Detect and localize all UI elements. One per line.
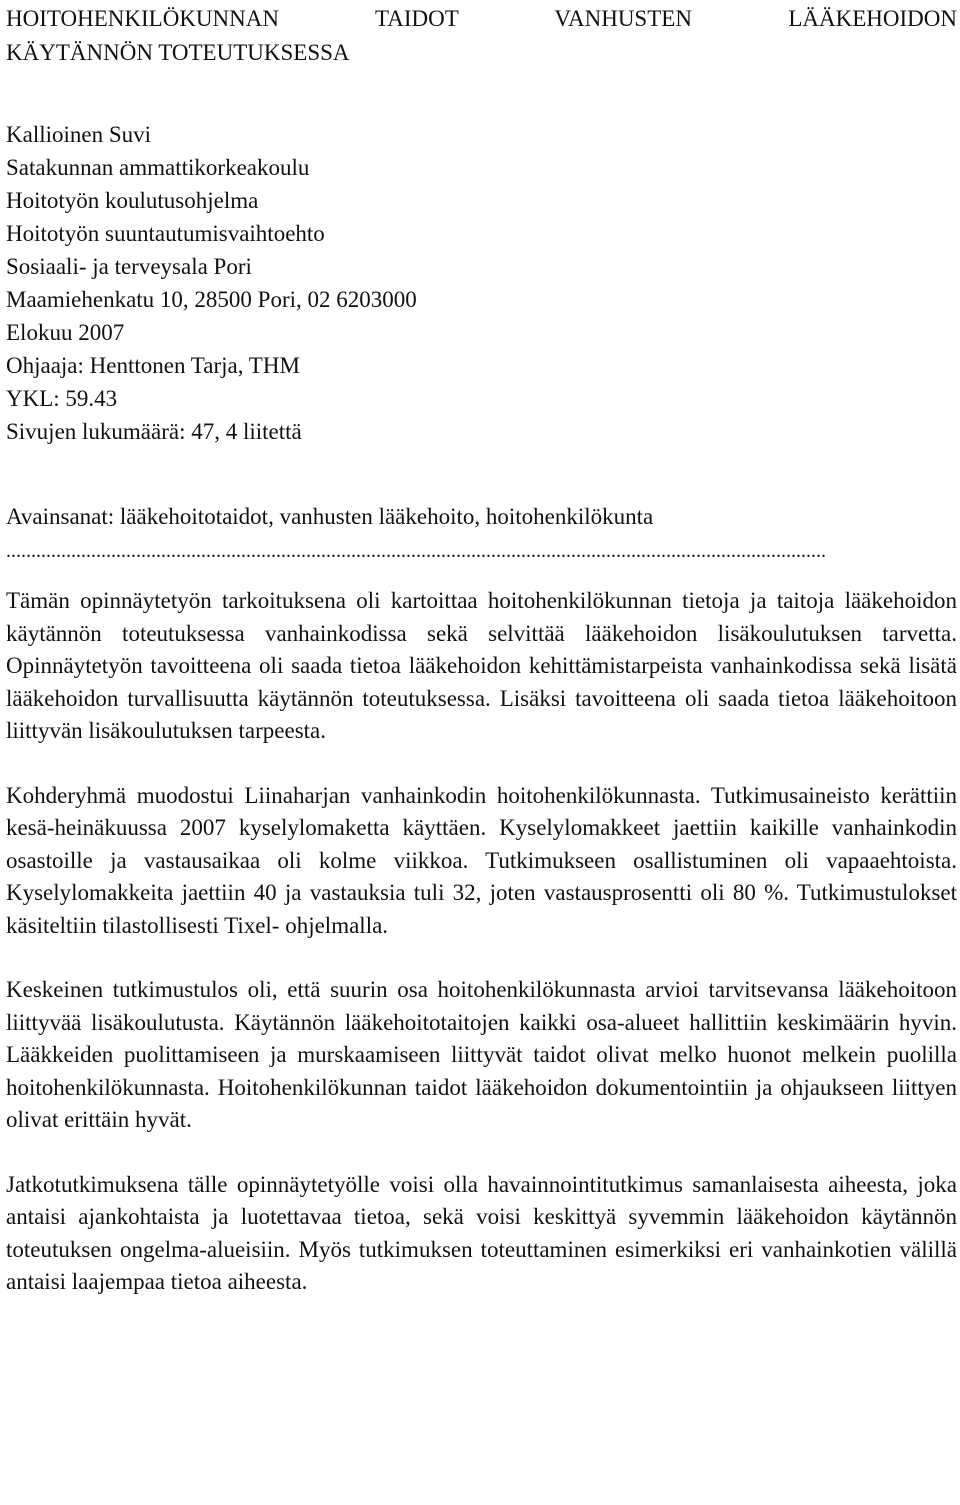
abstract-paragraph: Jatkotutkimuksena tälle opinnäytetyölle voisi olla havainnointitutkimus samanlaisesta aiheesta, joka antaisi ajankohtaista ja luotettavaa tietoa, sekä voisi keskittyä syvemmin lääkehoidon käytännön toteutuksen ongelma-alueisiin. Myös tutkimuksen toteuttaminen esimerkiksi eri vanhainkotien välillä antaisi laajempaa tietoa aiheesta. — [6, 1171, 957, 1294]
address: Maamiehenkatu 10, 28500 Pori, 02 6203000 — [6, 287, 417, 312]
specialization: Hoitotyön suuntautumisvaihtoehto — [6, 221, 325, 246]
document-title — [6, 0, 957, 70]
title-line-1: HOITOHENKILÖKUNNAN TAIDOT VANHUSTEN LÄÄKEHOIDON — [6, 6, 957, 31]
abstract — [6, 585, 957, 1299]
keywords: Avainsanat: lääkehoitotaidot, vanhusten lääkehoito, hoitohenkilökunta — [6, 504, 654, 529]
abstract-paragraph: Keskeinen tutkimustulos oli, että suurin osa hoitohenkilökunnasta arvioi tarvitsevansa lääkehoitoon liittyvää lisäkoulutusta. Käytännön lääkehoitotaitojen kaikki osa-alueet hallittiin keskimäärin hyvin. Lääkkeiden puolittamiseen ja murskaamiseen liittyvät taidot olivat melko huonot melkein puolilla hoitohenkilökunnasta. Hoitohenkilökunnan taidot lääkehoidon dokumentointiin ja ohjaukseen liittyen olivat erittäin hyvät. — [6, 977, 957, 1132]
date: Elokuu 2007 — [6, 320, 125, 345]
abstract-paragraph: Kohderyhmä muodostui Liinaharjan vanhainkodin hoitohenkilökunnasta. Tutkimusaineisto kerättiin kesä-heinäkuussa 2007 kyselylomaketta käyttäen. Kyselylomakkeet jaettiin kaikille vanhainkodin osastoille ja vastausaikaa oli kolme viikkoa. Tutkimukseen osallistuminen oli vapaaehtoista. Kyselylomakkeita jaettiin 40 ja vastauksia tuli 32, joten vastausprosentti oli 80 %. Tutkimustulokset käsiteltiin tilastollisesti Tixel- ohjelmalla. — [6, 782, 957, 938]
author-info — [6, 118, 957, 448]
document-page — [6, 0, 957, 1299]
institution: Satakunnan ammattikorkeakoulu — [6, 155, 310, 180]
separator-dots: .................................................................................................................................................................... — [6, 541, 826, 561]
degree-programme: Hoitotyön koulutusohjelma — [6, 188, 259, 213]
classification: YKL: 59.43 — [6, 386, 118, 411]
page-count: Sivujen lukumäärä: 47, 4 liitettä — [6, 419, 302, 444]
title-line-2: KÄYTÄNNÖN TOTEUTUKSESSA — [6, 40, 350, 65]
faculty: Sosiaali- ja terveysala Pori — [6, 254, 252, 279]
abstract-paragraph: Tämän opinnäytetyön tarkoituksena oli kartoittaa hoitohenkilökunnan tietoja ja taitoja lääkehoidon käytännön toteutuksessa vanhainkodissa sekä selvittää lääkehoidon lisäkoulutuksen tarvetta. Opinnäytetyön tavoitteena oli saada tietoa lääkehoidon kehittämistarpeista vanhainkodissa sekä lisätä lääkehoidon turvallisuutta käytännön toteutuksessa. Lisäksi tavoitteena oli saada tietoa lääkehoitoon liittyvän lisäkoulutuksen tarpeesta. — [6, 588, 957, 743]
supervisor: Ohjaaja: Henttonen Tarja, THM — [6, 353, 300, 378]
author-name: Kallioinen Suvi — [6, 122, 152, 147]
